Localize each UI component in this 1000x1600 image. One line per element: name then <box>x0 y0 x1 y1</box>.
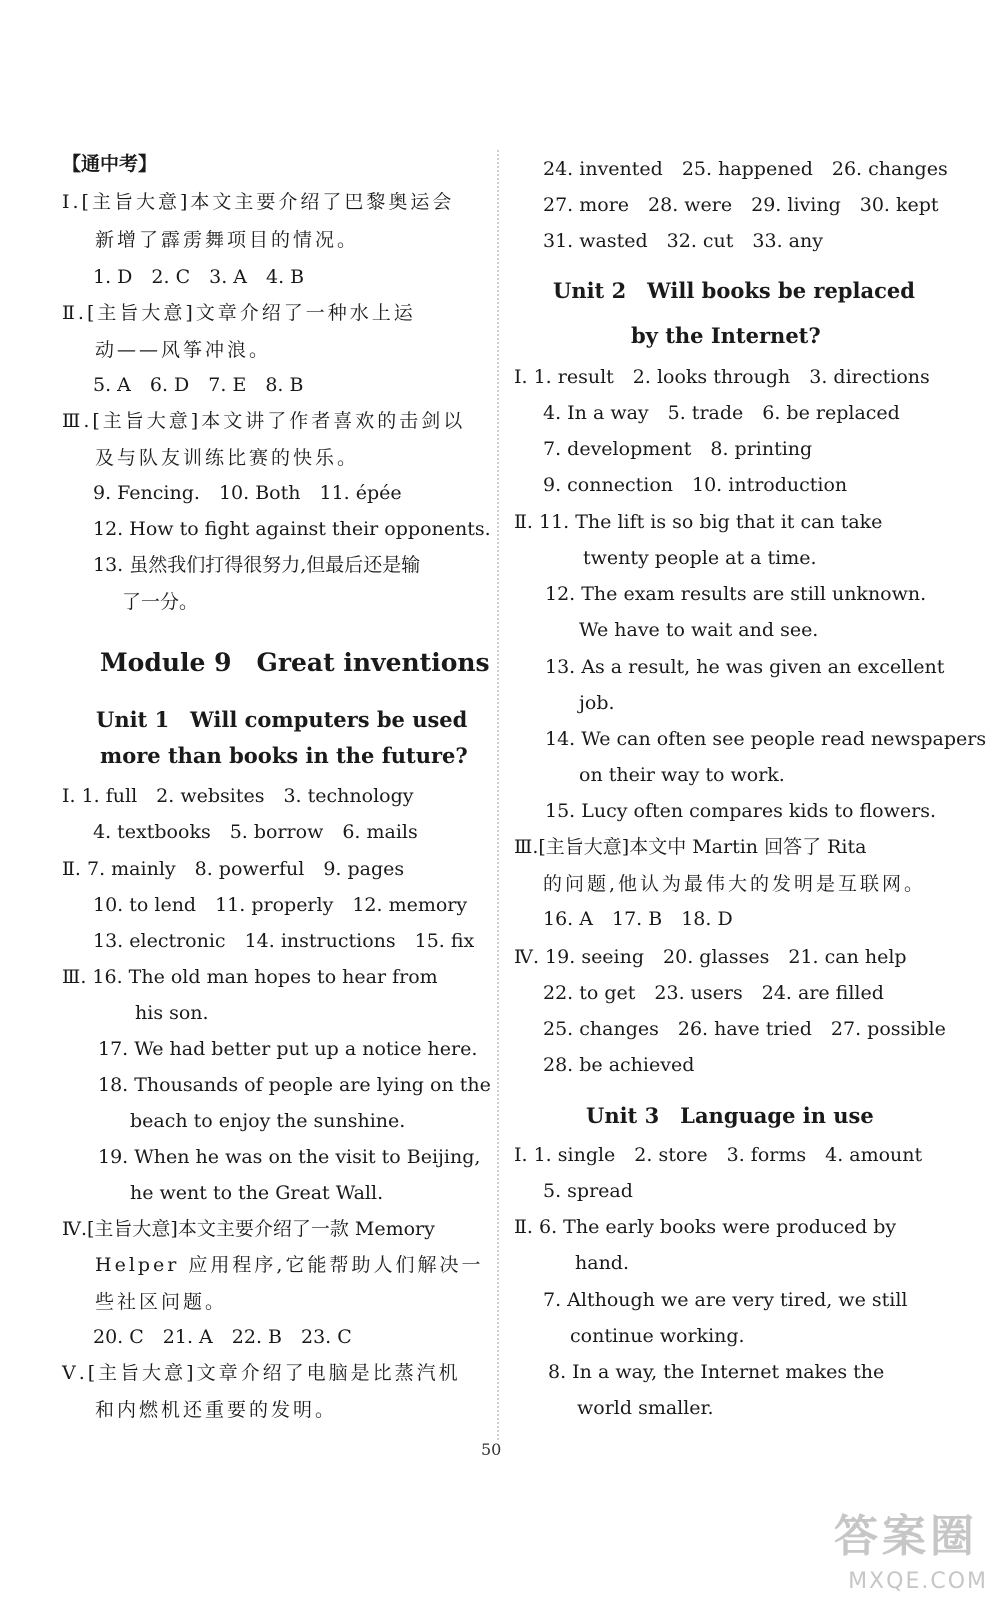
answer-line: Ⅰ. 1. result 2. looks through 3. directions <box>514 366 930 388</box>
answer-line: 9. connection 10. introduction <box>543 474 848 496</box>
answer-line: 了一分。 <box>122 591 199 613</box>
answer-line: 19. When he was on the visit to Beijing, <box>98 1146 481 1168</box>
answer-line: 1. D 2. C 3. A 4. B <box>93 266 305 288</box>
unit-title: Unit 1 Will computers be used <box>96 707 468 732</box>
answer-line: 5. spread <box>543 1180 633 1202</box>
answer-line: 17. We had better put up a notice here. <box>98 1038 478 1060</box>
answer-line: 5. A 6. D 7. E 8. B <box>93 374 304 396</box>
answer-line: 7. Although we are very tired, we still <box>543 1289 908 1311</box>
answer-line: 22. to get 23. users 24. are filled <box>543 982 884 1004</box>
answer-line: 4. textbooks 5. borrow 6. mails <box>93 821 418 843</box>
unit-title: Unit 2 Will books be replaced <box>553 278 915 303</box>
text-line: 的问题,他认为最伟大的发明是互联网。 <box>543 873 927 895</box>
unit-title: Unit 3 Language in use <box>586 1103 874 1128</box>
answer-line: 25. changes 26. have tried 27. possible <box>543 1018 946 1040</box>
answer-line: beach to enjoy the sunshine. <box>130 1110 406 1132</box>
answer-line: 9. Fencing. 10. Both 11. épée <box>93 482 402 504</box>
text-line: Ⅱ.[主旨大意]文章介绍了一种水上运 <box>62 302 416 324</box>
text-line: 动——风筝冲浪。 <box>95 339 272 361</box>
answer-line: continue working. <box>570 1325 745 1347</box>
answer-line: 7. development 8. printing <box>543 438 813 460</box>
text-line: 些社区问题。 <box>95 1291 228 1313</box>
answer-line: Ⅱ. 6. The early books were produced by <box>514 1216 897 1238</box>
answer-line: he went to the Great Wall. <box>130 1182 384 1204</box>
answer-line: 27. more 28. were 29. living 30. kept <box>543 194 939 216</box>
text-line: Ⅲ.[主旨大意]本文讲了作者喜欢的击剑以 <box>62 410 466 432</box>
page-number: 50 <box>481 1440 502 1459</box>
answer-line: 28. be achieved <box>543 1054 695 1076</box>
answer-line: 10. to lend 11. properly 12. memory <box>93 894 468 916</box>
answer-line: 12. How to fight against their opponents. <box>93 518 491 540</box>
answer-line: 8. In a way, the Internet makes the <box>548 1361 885 1383</box>
answer-line: Ⅱ. 11. The lift is so big that it can take <box>514 511 883 533</box>
answer-line: twenty people at a time. <box>583 547 817 569</box>
answer-line: Ⅳ. 19. seeing 20. glasses 21. can help <box>514 946 907 968</box>
section-header: 【通中考】 <box>62 153 158 175</box>
answer-line: Ⅰ. 1. single 2. store 3. forms 4. amount <box>514 1144 923 1166</box>
answer-line: 16. A 17. B 18. D <box>543 908 733 930</box>
text-line: Ⅲ.[主旨大意]本文中 Martin 回答了 Rita <box>514 836 867 858</box>
answer-line: 14. We can often see people read newspapers <box>545 728 987 750</box>
text-line: Ⅳ.[主旨大意]本文主要介绍了一款 Memory <box>62 1218 435 1240</box>
text-line: 及与队友训练比赛的快乐。 <box>95 447 360 469</box>
answer-line: 13. 虽然我们打得很努力,但最后还是输 <box>93 554 421 576</box>
column-divider <box>497 150 499 1440</box>
answer-line: 15. Lucy often compares kids to flowers. <box>545 800 937 822</box>
answer-line: 13. electronic 14. instructions 15. fix <box>93 930 475 952</box>
answer-line: Ⅱ. 7. mainly 8. powerful 9. pages <box>62 858 405 880</box>
text-line: Helper 应用程序,它能帮助人们解决一 <box>95 1254 484 1276</box>
module-title: Module 9 Great inventions <box>100 648 490 677</box>
corner-logo-watermark: 答案圈 <box>834 1511 978 1562</box>
answer-line: job. <box>579 692 615 714</box>
answer-line: his son. <box>135 1002 209 1024</box>
answer-line: 4. In a way 5. trade 6. be replaced <box>543 402 900 424</box>
answer-line: 18. Thousands of people are lying on the <box>98 1074 491 1096</box>
answer-line: 13. As a result, he was given an excellent <box>545 656 945 678</box>
text-line: Ⅰ.[主旨大意]本文主要介绍了巴黎奥运会 <box>62 191 455 213</box>
answer-line: hand. <box>575 1252 630 1274</box>
text-line: 和内燃机还重要的发明。 <box>95 1399 338 1421</box>
answer-line: We have to wait and see. <box>579 619 819 641</box>
answer-line: 31. wasted 32. cut 33. any <box>543 230 823 252</box>
answer-line: world smaller. <box>577 1397 714 1419</box>
answer-line: on their way to work. <box>579 764 785 786</box>
answer-line: 20. C 21. A 22. B 23. C <box>93 1326 352 1348</box>
text-line: Ⅴ.[主旨大意]文章介绍了电脑是比蒸汽机 <box>62 1362 461 1384</box>
corner-url-watermark: MXQE.COM <box>848 1569 988 1594</box>
unit-title-continued: by the Internet? <box>631 323 821 348</box>
text-line: 新增了霹雳舞项目的情况。 <box>95 229 360 251</box>
answer-line: 24. invented 25. happened 26. changes <box>543 158 948 180</box>
answer-line: Ⅰ. 1. full 2. websites 3. technology <box>62 785 414 807</box>
answer-line: 12. The exam results are still unknown. <box>545 583 927 605</box>
unit-title-continued: more than books in the future? <box>100 743 468 768</box>
answer-line: Ⅲ. 16. The old man hopes to hear from <box>62 966 438 988</box>
